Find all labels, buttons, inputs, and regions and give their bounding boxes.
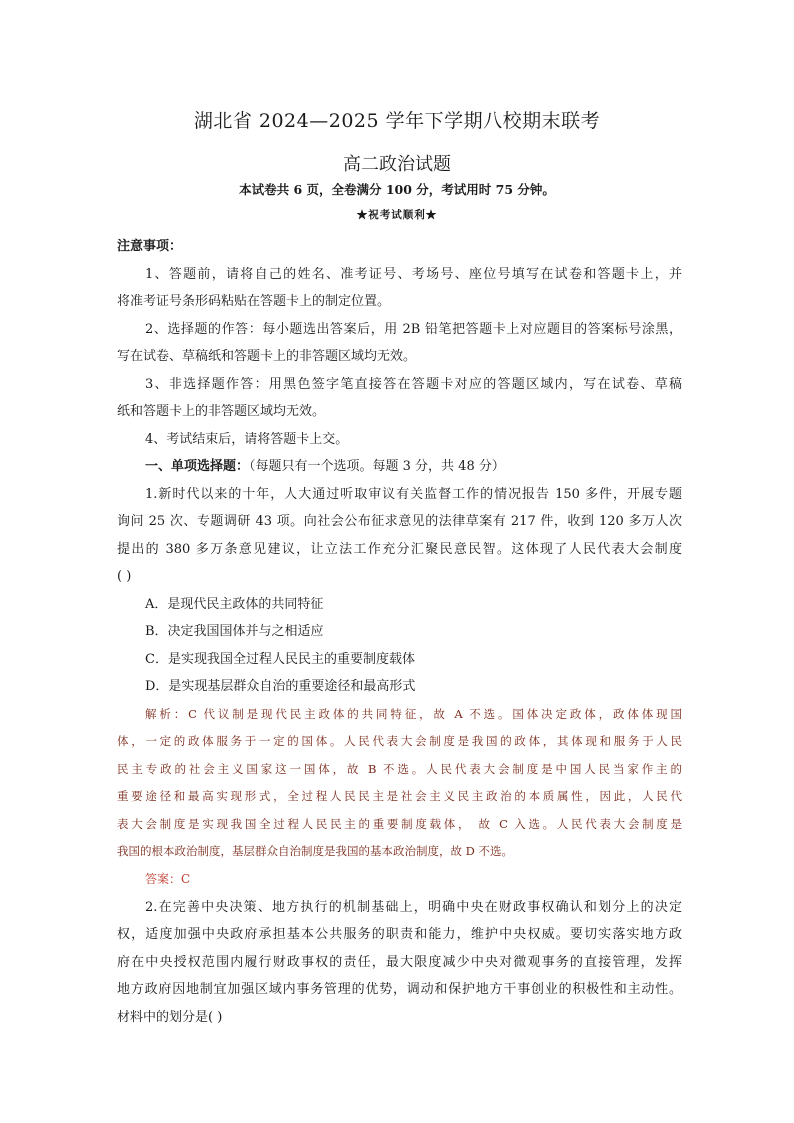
option-d: D．是实现基层群众自治的重要途径和最高形式 — [145, 679, 416, 694]
question-line: 材料中的划分是( ) — [117, 1009, 223, 1025]
analysis-line: 体，一定的政体服务于一定的国体。人民代表大会制度是我国的政体，其体现和服务于人民 — [117, 734, 682, 749]
exam-wish: ★祝考试顺利★ — [356, 209, 438, 221]
question-line: 询问 25 次、专题调研 43 项。向社会公布征求意见的法律草案有 217 件，收到 120 多万人次 — [117, 514, 682, 529]
notice-line: 4、考试结束后，请将答题卡上交。 — [145, 431, 349, 447]
section-label: 一、单项选择题： — [145, 459, 250, 474]
question-line: 2.在完善中央决策、地方执行的机制基础上，明确中央在财政事权确认和划分上的决定 — [145, 899, 682, 915]
exam-subtitle: 高二政治试题 — [343, 154, 451, 175]
exam-info: 本试卷共 6 页，全卷满分 100 分，考试用时 75 分钟。 — [239, 182, 555, 197]
option-c: C．是实现我国全过程人民民主的重要制度载体 — [145, 651, 415, 667]
question-line: 1.新时代以来的十年，人大通过听取审议有关监督工作的情况报告 150 多件，开展专题 — [145, 486, 682, 502]
notice-line: 将准考证号条形码粘贴在答题卡上的制定位置。 — [117, 294, 391, 309]
question-line: 权，适度加强中央政府承担基本公共服务的职责和能力，维护中央权威。要切实落实地方政 — [117, 927, 682, 943]
notice-line: 纸和答题卡上的非答题区域均无效。 — [117, 404, 326, 419]
notice-heading: 注意事项： — [117, 239, 183, 254]
analysis-line: 民主专政的社会主义国家这一国体，故 B 不选。人民代表大会制度是中国人民当家作主的 — [117, 761, 682, 776]
question-line: 府在中央授权范围内履行财政事权的责任，最大限度减少中央对微观事务的直接管理，发挥 — [117, 954, 682, 970]
question-line: ( ) — [117, 569, 132, 584]
question-line: 地方政府因地制宜加强区域内事务管理的优势，调动和保护地方干事创业的积极性和主动性。 — [117, 982, 682, 998]
option-b: B．决定我国国体并与之相适应 — [145, 624, 324, 639]
option-a: A．是现代民主政体的共同特征 — [145, 596, 324, 612]
notice-line: 1、答题前，请将自己的姓名、准考证号、考场号、座位号填写在试卷和答题卡上，并 — [145, 266, 682, 282]
notice-line: 3、非选择题作答：用黑色签字笔直接答在答题卡对应的答题区域内，写在试卷、草稿 — [145, 376, 682, 392]
analysis-line: 重要途径和最高实现形式，全过程人民民主是社会主义民主政治的本质属性，因此，人民代 — [117, 789, 682, 804]
exam-content — [117, 233, 682, 1031]
analysis-line: 表大会制度是实现我国全过程人民民主的重要制度载体， 故 C 入选。人民代表大会制度是 — [117, 816, 682, 831]
question-line: 提出的 380 多万条意见建议，让立法工作充分汇聚民意民智。这体现了人民代表大会制度 — [117, 541, 682, 557]
section-heading — [117, 453, 682, 481]
analysis-line: 我国的根本政治制度，基层群众自治制度是我国的基本政治制度，故 D 不选。 — [117, 844, 514, 859]
exam-title: 湖北省 2024—2025 学年下学期八校期末联考 — [193, 110, 601, 132]
analysis-line: 解析：C 代议制是现代民主政体的共同特征，故 A 不选。国体决定政体，政体体现国 — [145, 706, 682, 721]
notice-line: 写在试卷、草稿纸和答题卡上的非答题区域均无效。 — [117, 349, 417, 364]
notice-line: 2、选择题的作答：每小题选出答案后，用 2B 铅笔把答题卡上对应题目的答案标号涂黑， — [145, 321, 682, 337]
answer-label: 答案：C — [145, 872, 191, 887]
section-desc: （每题只有一个选项。每题 3 分，共 48 分） — [249, 459, 505, 474]
